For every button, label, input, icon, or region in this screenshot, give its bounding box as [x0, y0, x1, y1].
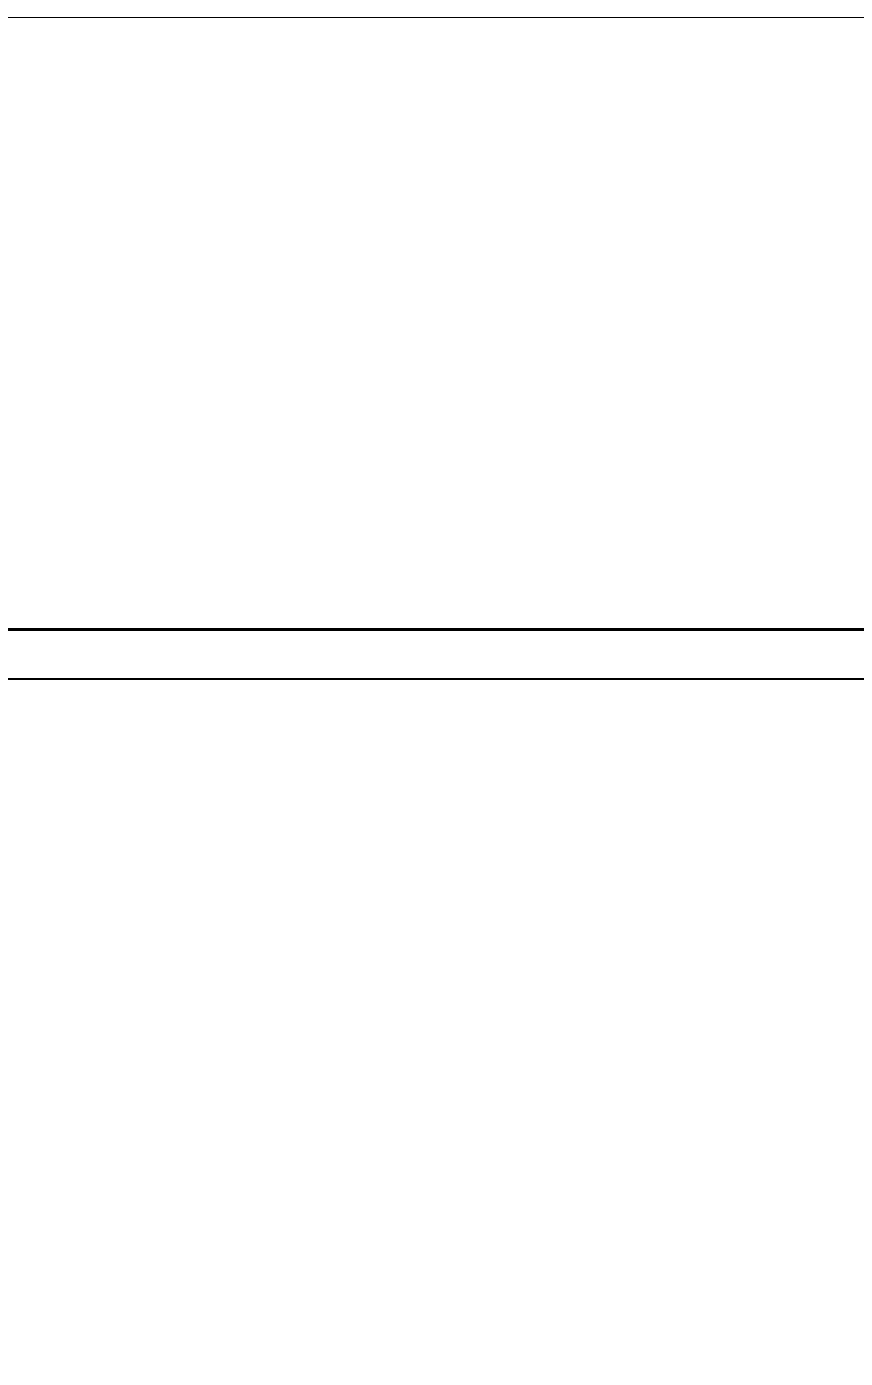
home-service-guide-banner — [8, 628, 864, 680]
service-guide-listings — [8, 684, 864, 1380]
masthead — [8, 4, 864, 18]
help-wanted-section — [8, 22, 864, 622]
